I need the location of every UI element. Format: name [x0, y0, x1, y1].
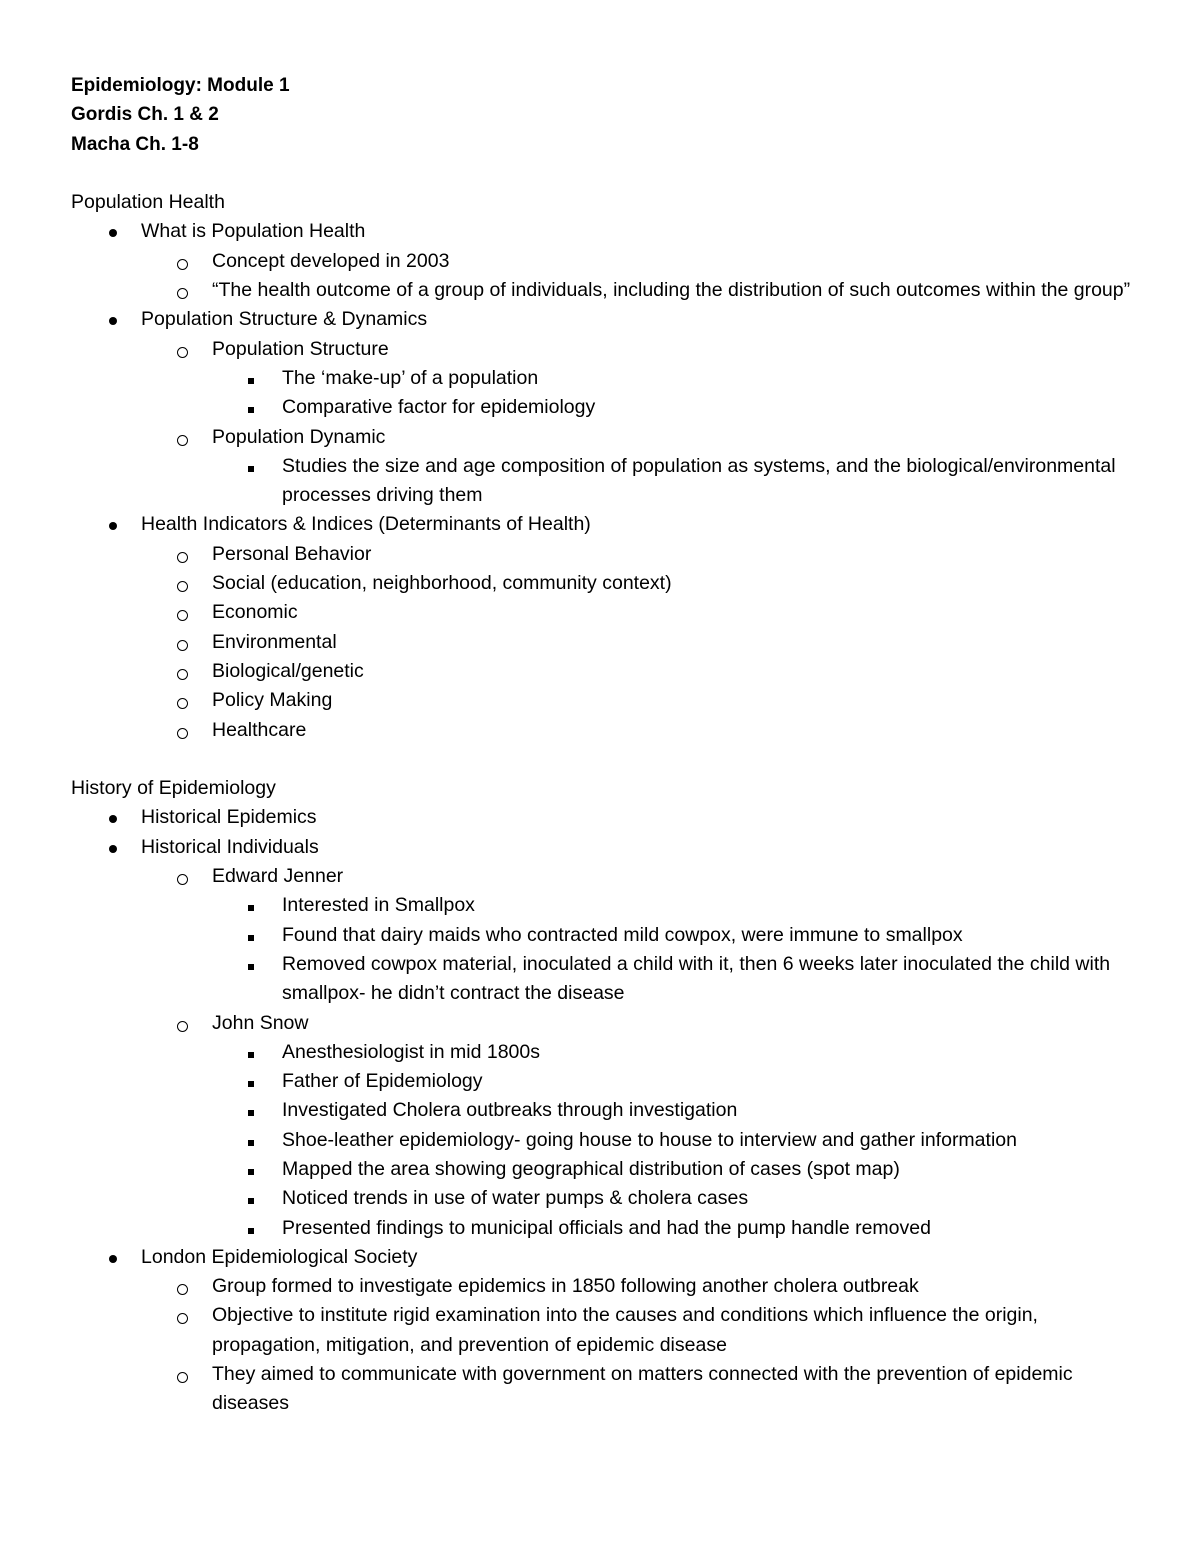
list-item-text: Personal Behavior: [212, 542, 372, 565]
list-item: [71, 364, 1131, 393]
list-item: [71, 803, 1131, 832]
list-item: [71, 1155, 1131, 1184]
list-item: [71, 686, 1131, 715]
section-heading-history: History of Epidemiology: [71, 777, 276, 800]
circle-bullet-icon: [177, 657, 188, 689]
list-item: [71, 1360, 1131, 1419]
list-item-text: Population Dynamic: [212, 425, 386, 448]
list-item: [71, 833, 1131, 862]
bullet-icon: [109, 833, 117, 862]
bullet-icon: [109, 510, 117, 539]
list-item: [71, 657, 1131, 686]
square-bullet-icon: [248, 1096, 254, 1125]
section-heading-population-health: Population Health: [71, 191, 225, 214]
square-bullet-icon: [248, 393, 254, 422]
square-bullet-icon: [248, 1214, 254, 1243]
circle-bullet-icon: [177, 628, 188, 660]
circle-bullet-icon: [177, 716, 188, 748]
list-item-text: Population Structure: [212, 337, 389, 360]
square-bullet-icon: [248, 950, 254, 979]
square-bullet-icon: [248, 1038, 254, 1067]
bullet-icon: [109, 217, 117, 246]
list-item: [71, 1243, 1131, 1272]
list-item: [71, 1184, 1131, 1213]
population-health-list: [71, 217, 1131, 744]
list-item: [71, 247, 1131, 276]
list-item-text: Found that dairy maids who contracted mild cowpox, were immune to smallpox: [282, 923, 963, 946]
list-item-text: Father of Epidemiology: [282, 1070, 483, 1093]
list-item: [71, 569, 1131, 598]
bullet-icon: [109, 305, 117, 334]
list-item-text: Population Structure & Dynamics: [141, 308, 428, 331]
list-item: [71, 452, 1131, 511]
spacer: [71, 745, 1131, 774]
list-item: [71, 891, 1131, 920]
square-bullet-icon: [248, 921, 254, 950]
list-item: [71, 1067, 1131, 1096]
list-item-text: Comparative factor for epidemiology: [282, 396, 596, 419]
list-item: [71, 540, 1131, 569]
list-item-text: Environmental: [212, 630, 337, 653]
list-item-text: The ‘make-up’ of a population: [282, 366, 539, 389]
list-item-text: Economic: [212, 601, 298, 624]
history-list: [71, 803, 1131, 1418]
list-item-text: They aimed to communicate with government on matters connected with the prevention of epidemic diseases: [212, 1363, 1073, 1415]
list-item: [71, 276, 1131, 305]
list-item-text: Historical Epidemics: [141, 806, 317, 829]
list-item-text: Objective to institute rigid examination into the causes and conditions which influence the origin, propagation, mitigation, and prevention of epidemic disease: [212, 1304, 1038, 1356]
list-item-text: “The health outcome of a group of individuals, including the distribution of such outcomes within the group”: [212, 279, 1131, 302]
list-item: [71, 305, 1131, 334]
list-item-text: Shoe-leather epidemiology- going house to house to interview and gather information: [282, 1128, 1017, 1151]
list-item-text: What is Population Health: [141, 220, 366, 243]
circle-bullet-icon: [177, 1360, 188, 1392]
list-item-text: Historical Individuals: [141, 835, 319, 858]
list-item: [71, 598, 1131, 627]
list-item-text: Health Indicators & Indices (Determinants of Health): [141, 513, 591, 536]
spacer: [71, 159, 1131, 188]
module-title: Epidemiology: Module 1: [71, 75, 290, 96]
list-item: [71, 950, 1131, 1009]
macha-reference: Macha Ch. 1-8: [71, 133, 199, 155]
list-item: [71, 1009, 1131, 1038]
list-item: [71, 921, 1131, 950]
circle-bullet-icon: [177, 686, 188, 718]
square-bullet-icon: [248, 1126, 254, 1155]
square-bullet-icon: [248, 452, 254, 481]
list-item-text: Removed cowpox material, inoculated a child with it, then 6 weeks later inoculated the child with smallpox- he didn’t contract the disease: [282, 952, 1111, 1005]
square-bullet-icon: [248, 891, 254, 920]
square-bullet-icon: [248, 1155, 254, 1184]
list-item: [71, 862, 1131, 891]
circle-bullet-icon: [177, 1009, 188, 1041]
list-item-text: Edward Jenner: [212, 865, 344, 888]
bullet-icon: [109, 803, 117, 832]
list-item-text: Presented findings to municipal officials and had the pump handle removed: [282, 1216, 931, 1239]
circle-bullet-icon: [177, 247, 188, 279]
list-item-text: Interested in Smallpox: [282, 894, 475, 917]
list-item: [71, 1096, 1131, 1125]
list-item: [71, 628, 1131, 657]
list-item-text: London Epidemiological Society: [141, 1245, 418, 1268]
list-item-text: Anesthesiologist in mid 1800s: [282, 1040, 540, 1063]
circle-bullet-icon: [177, 569, 188, 601]
circle-bullet-icon: [177, 335, 188, 367]
list-item: [71, 1272, 1131, 1301]
document-body: [71, 71, 1131, 1419]
list-item-text: Healthcare: [212, 718, 307, 741]
circle-bullet-icon: [177, 598, 188, 630]
list-item-text: Concept developed in 2003: [212, 249, 450, 272]
list-item-text: Social (education, neighborhood, community context): [212, 572, 672, 595]
circle-bullet-icon: [177, 276, 188, 308]
square-bullet-icon: [248, 1184, 254, 1213]
list-item: [71, 217, 1131, 246]
square-bullet-icon: [248, 364, 254, 393]
list-item-text: Policy Making: [212, 689, 333, 712]
list-item-text: Biological/genetic: [212, 659, 364, 682]
list-item-text: Mapped the area showing geographical distribution of cases (spot map): [282, 1157, 900, 1180]
list-item-text: Group formed to investigate epidemics in 1850 following another cholera outbreak: [212, 1275, 919, 1298]
list-item: [71, 510, 1131, 539]
list-item-text: Investigated Cholera outbreaks through investigation: [282, 1099, 738, 1122]
circle-bullet-icon: [177, 423, 188, 455]
circle-bullet-icon: [177, 1272, 188, 1304]
list-item: [71, 423, 1131, 452]
list-item: [71, 393, 1131, 422]
list-item-text: Noticed trends in use of water pumps & cholera cases: [282, 1187, 749, 1210]
list-item-text: John Snow: [212, 1011, 309, 1034]
list-item: [71, 716, 1131, 745]
list-item: [71, 1038, 1131, 1067]
gordis-reference: Gordis Ch. 1 & 2: [71, 104, 219, 126]
list-item: [71, 1214, 1131, 1243]
circle-bullet-icon: [177, 1301, 188, 1333]
list-item-text: Studies the size and age composition of population as systems, and the biological/environmental processes driving them: [282, 454, 1116, 507]
list-item: [71, 335, 1131, 364]
circle-bullet-icon: [177, 862, 188, 894]
circle-bullet-icon: [177, 540, 188, 572]
list-item: [71, 1126, 1131, 1155]
square-bullet-icon: [248, 1067, 254, 1096]
bullet-icon: [109, 1243, 117, 1272]
list-item: [71, 1301, 1131, 1360]
